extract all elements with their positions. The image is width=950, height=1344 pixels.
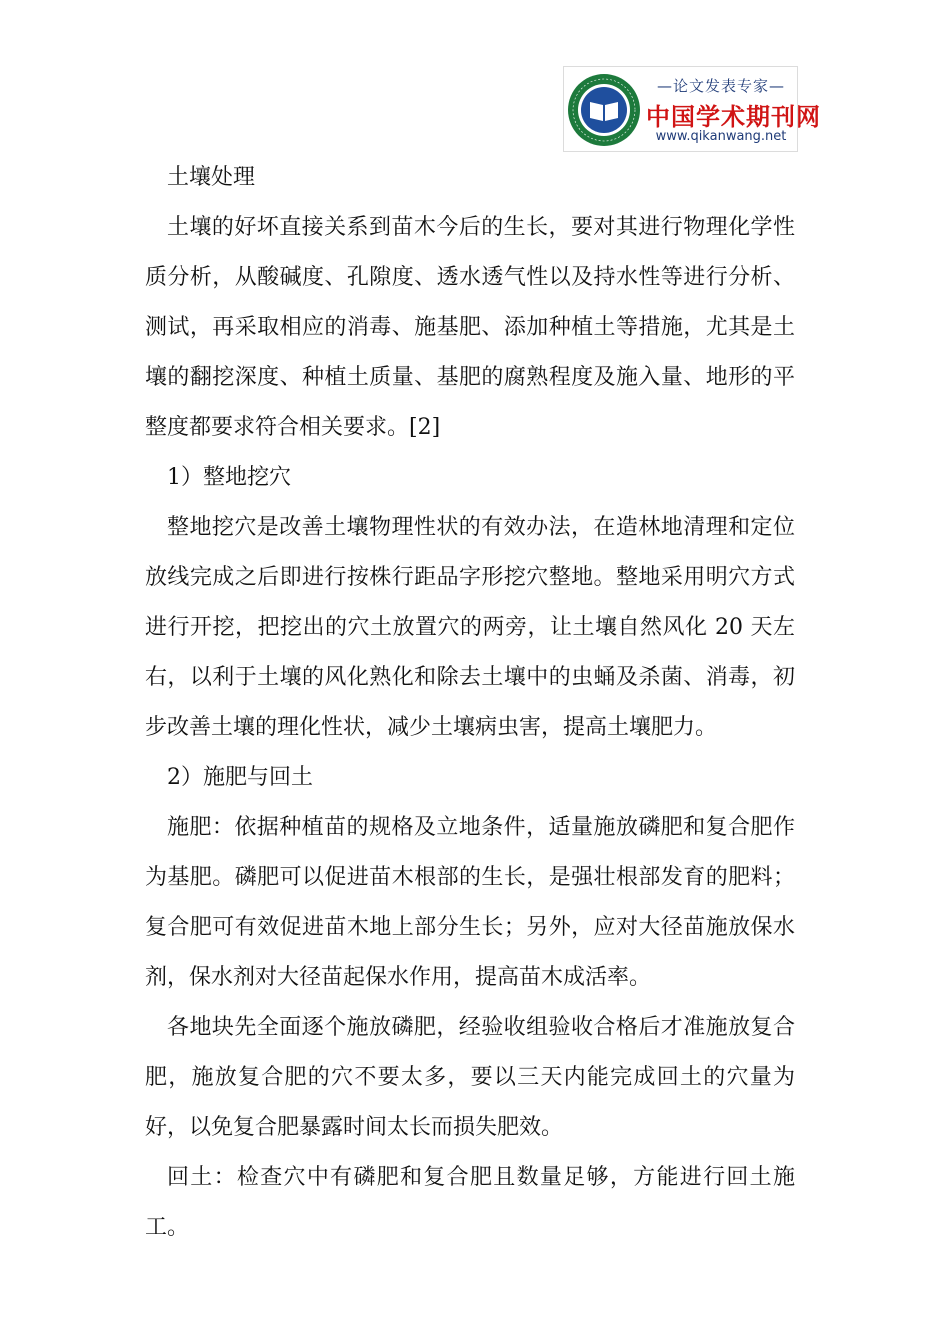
journal-logo <box>563 66 821 152</box>
logo-name: 中国学术期刊网 <box>646 103 821 131</box>
article-body <box>145 153 795 1253</box>
paragraph: 整地挖穴是改善土壤物理性状的有效办法，在造林地清理和定位放线完成之后即进行按株行距品字形挖穴整地。整地采用明穴方式进行开挖，把挖出的穴土放置穴的两旁，让土壤自然风化 20 天左右，以利于土壤的风化熟化和除去土壤中的虫蛹及杀菌、消毒，初步改善土壤的理化性状，减少土壤病虫害，提高土壤肥力。 <box>145 515 795 740</box>
paragraph: 土壤的好坏直接关系到苗木今后的生长，要对其进行物理化学性质分析，从酸碱度、孔隙度、透水透气性以及持水性等进行分析、测试，再采取相应的消毒、施基肥、添加种植土等措施，尤其是土壤的翻挖深度、种植土质量、基肥的腐熟程度及施入量、地形的平整度都要求符合相关要求。[2] <box>145 215 795 440</box>
seal-icon <box>566 72 642 148</box>
logo-tagline: —论文发表专家— <box>656 77 785 95</box>
paragraph: 各地块先全面逐个施放磷肥，经验收组验收合格后才准施放复合肥，施放复合肥的穴不要太多，要以三天内能完成回土的穴量为好，以免复合肥暴露时间太长而损失肥效。 <box>145 1015 795 1140</box>
paragraph: 施肥：依据种植苗的规格及立地条件，适量施放磷肥和复合肥作为基肥。磷肥可以促进苗木根部的生长，是强壮根部发育的肥料；复合肥可有效促进苗木地上部分生长；另外，应对大径苗施放保水剂，保水剂对大径苗起保水作用，提高苗木成活率。 <box>145 815 795 990</box>
subsection-heading: 1）整地挖穴 <box>167 465 291 490</box>
subsection-heading: 2）施肥与回土 <box>167 765 313 790</box>
section-heading: 土壤处理 <box>167 165 256 190</box>
logo-url: www.qikanwang.net <box>655 129 787 144</box>
paragraph: 回土：检查穴中有磷肥和复合肥且数量足够，方能进行回土施工。 <box>145 1165 795 1240</box>
